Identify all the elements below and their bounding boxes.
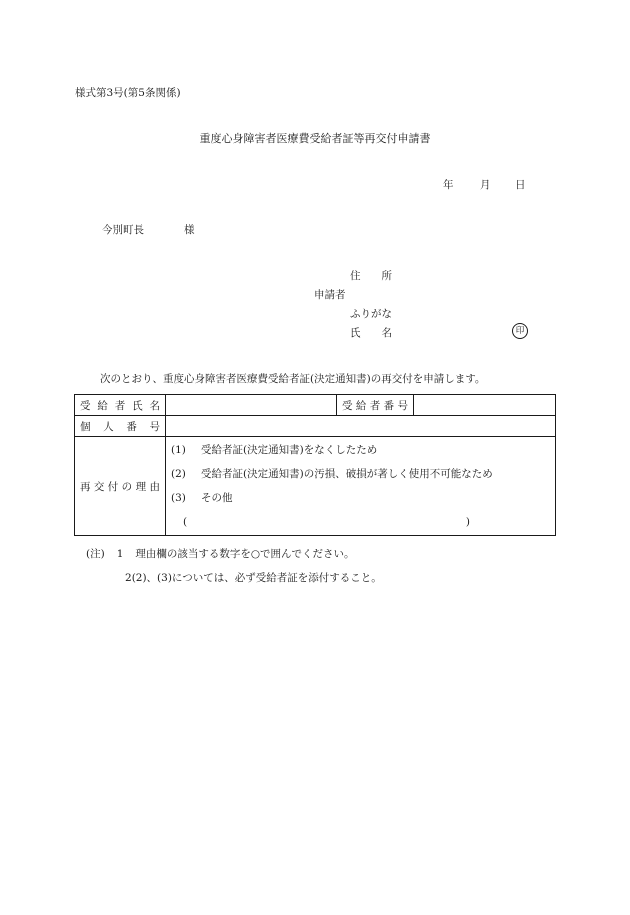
reason-text: その他 xyxy=(201,492,233,504)
table-row xyxy=(75,395,556,416)
recipient-number-label-cell xyxy=(337,395,414,416)
document-title: 重度心身障害者医療費受給者証等再交付申請書 xyxy=(199,132,431,145)
reason-field[interactable] xyxy=(166,437,556,536)
applicant-label: 申請者 xyxy=(314,289,346,301)
date-day-label: 日 xyxy=(515,179,526,191)
seal-mark: 印 xyxy=(512,323,528,339)
furigana-label: ふりがな xyxy=(350,308,392,320)
reason-text: 受給者証(決定通知書)の汚損、破損が著しく使用不可能なため xyxy=(201,468,493,480)
reason-label: 再 交 付 の 理 由 xyxy=(80,480,160,493)
personal-number-label: 個 人 番 号 xyxy=(80,420,160,433)
other-open-paren: ( xyxy=(183,516,188,528)
notes-prefix: (注) xyxy=(86,548,105,560)
reason-item-1[interactable] xyxy=(171,438,550,462)
recipient-name-label-cell xyxy=(75,395,166,416)
reason-number: (2) xyxy=(171,468,186,480)
intro-text: 次のとおり、重度心身障害者医療費受給者証(決定通知書)の再交付を申請します。 xyxy=(100,373,486,385)
application-table xyxy=(74,394,556,536)
reason-number: (1) xyxy=(171,444,186,456)
table-row xyxy=(75,416,556,437)
note-number: 2 xyxy=(125,572,132,584)
personal-number-label-cell xyxy=(75,416,166,437)
addressee-name: 今別町長 xyxy=(102,224,144,236)
other-reason-input[interactable] xyxy=(171,510,550,534)
reason-item-3[interactable] xyxy=(171,486,550,510)
note-text: (2)、(3)については、必ず受給者証を添付すること。 xyxy=(131,572,382,584)
recipient-number-field[interactable] xyxy=(414,395,556,416)
reason-label-cell xyxy=(75,437,166,536)
note-2 xyxy=(125,570,382,585)
date-year-label: 年 xyxy=(443,179,454,191)
date-month-label: 月 xyxy=(480,179,491,191)
note-number: 1 xyxy=(116,548,124,560)
recipient-number-label: 受 給 者 番 号 xyxy=(342,399,408,412)
note-text: 理由欄の該当する数字を○で囲んでください。 xyxy=(135,548,355,560)
reason-number: (3) xyxy=(171,492,186,504)
other-close-paren: ) xyxy=(465,516,470,528)
recipient-name-label: 受 給 者 氏 名 xyxy=(80,399,160,412)
table-row xyxy=(75,437,556,536)
name-label: 氏 名 xyxy=(350,327,392,339)
recipient-name-field[interactable] xyxy=(166,395,337,416)
address-label: 住 所 xyxy=(350,270,392,282)
reason-text: 受給者証(決定通知書)をなくしたため xyxy=(201,444,378,456)
form-number: 様式第3号(第5条関係) xyxy=(75,87,181,99)
note-1 xyxy=(86,546,355,561)
reason-list xyxy=(171,438,550,534)
addressee xyxy=(102,222,195,237)
addressee-honorific: 様 xyxy=(184,224,195,236)
personal-number-field[interactable] xyxy=(166,416,556,437)
reason-item-2[interactable] xyxy=(171,462,550,486)
